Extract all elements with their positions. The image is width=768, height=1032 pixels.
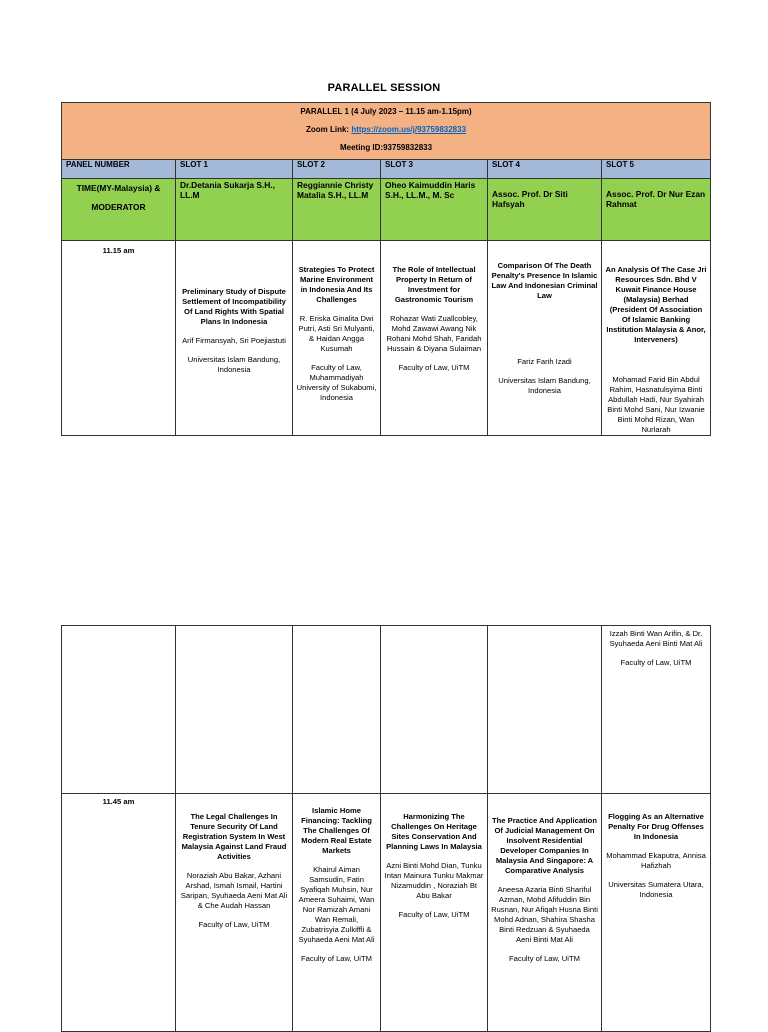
moderator-label-cell [62,179,176,241]
paper-affiliation: Faculty of Law, UiTM [398,363,470,372]
paper-slot-3 [381,241,488,436]
col-header-slot-4: SLOT 4 [488,160,602,179]
paper-title: Preliminary Study of Dispute Settlement of Incompatibility Of Land Rights With Spatial Plans In Indonesia [182,287,286,326]
schedule-table-bottom [61,625,711,1032]
paper-authors: Arif Firmansyah, Sri Poejiastuti [182,336,286,345]
time-cell: 11.45 am [62,794,176,1032]
moderator-slot-5: Assoc. Prof. Dr Nur Ezan Rahmat [602,179,711,241]
paper-authors: R. Eriska Ginalita Dwi Putri, Asti Sri Mulyanti, & Haidan Angga Kusumah [298,314,375,353]
paper-slot-4 [488,241,602,436]
paper-title: Flogging As an Alternative Penalty For Drug Offenses In Indonesia [608,812,704,841]
moderator-slot-3: Oheo Kaimuddin Haris S.H., LL.M., M. Sc [381,179,488,241]
paper-slot-3 [381,794,488,1032]
paper-title: An Analysis Of The Case Jri Resources Sdn. Bhd V Kuwait Finance House (Malaysia) Berhad (President Of Association Of Islamic Banking Institution Malaysia & Anor, Interveners) [605,265,707,344]
col-header-slot-1: SLOT 1 [176,160,293,179]
paper-authors: Azni Binti Mohd Dian, Tunku Intan Mainura Tunku Makmar Nizamuddin , Noraziah Bt Abu Bakar [384,861,484,900]
paper-affiliation: Faculty of Law, Muhammadiyah University of Sukabumi, Indonesia [296,363,377,402]
paper-affiliation: Faculty of Law, UiTM [301,954,372,963]
zoom-line [62,121,710,139]
paper-slot-1 [176,794,293,1032]
paper-authors: Mohammad Ekaputra, Annisa Hafizhah [606,851,706,870]
col-header-slot-3: SLOT 3 [381,160,488,179]
moderator-label-line-1: TIME(MY-Malaysia) & [76,183,161,193]
meeting-id: Meeting ID:93759832833 [339,143,433,152]
paper-title: The Role of Intellectual Property In Return of Investment for Gastronomic Tourism [392,265,476,304]
paper-authors: Mohamad Farid Bin Abdul Rahim, Hasnatulsyima Binti Abdullah Hadi, Nur Syahirah Binti Mohd Sani, Nur Izwanie Binti Mohd Rizan, Wan Nurlarah [607,375,705,434]
paper-affiliation: Faculty of Law, UiTM [509,954,580,963]
table-row [62,794,711,1032]
table-row [62,626,711,794]
moderator-slot-4: Assoc. Prof. Dr Siti Hafsyah [488,179,602,241]
paper-title: Comparison Of The Death Penalty's Presence In Islamic Law And Indonesian Criminal Law [491,261,598,300]
paper-title: Harmonizing The Challenges On Heritage Sites Conservation And Planning Laws In Malaysia [386,812,482,851]
paper-affiliation: Faculty of Law, UiTM [398,910,470,919]
paper-authors: Rohazar Wati Zuallcobley, Mohd Zawawi Awang Nik Rohani Mohd Shah, Faridah Hussain & Diyana Sulaiman [386,314,482,353]
zoom-label: Zoom Link: [305,125,352,134]
paper-title: Strategies To Protect Marine Environment in Indonesia And Its Challenges [298,265,375,304]
time-cell: 11.15 am [62,241,176,436]
moderator-slot-2: Reggiannie Christy Matalia S.H., LL.M [293,179,381,241]
paper-authors: Aneesa Azaria Binti Shariful Azman, Mohd Afifuddin Bin Rusnan, Nur Afiqah Husna Binti Mohd Adnan, Shahira Shasha Binti Redzuan & Syuhaeda Aeni Binti Mat Ali [491,885,598,944]
paper-title: The Legal Challenges In Tenure Security Of Land Registration System In West Malaysia Against Land Fraud Activities [181,812,287,861]
paper-slot-4 [488,794,602,1032]
paper-affiliation: Universitas Sumatera Utara, Indonesia [608,880,704,899]
zoom-link[interactable]: https://zoom.us/j/93759832833 [351,125,467,134]
session-header [62,103,711,160]
moderator-label-line-2: MODERATOR [91,202,146,212]
paper-authors: Khairul Aiman Samsudin, Fatin Syafiqah Muhsin, Nur Ameera Suhaimi, Wan Nor Ramizah Amani Wan Remali, Zubatrisyia Zulkiffli & Syuhaeda Aeni Mat Ali [298,865,375,944]
col-header-panel: PANEL NUMBER [62,160,176,179]
paper-authors: Noraziah Abu Bakar, Azhani Arshad, Ismah Ismail, Hartini Saripan, Syuhaeda Aeni Mat Ali & Che Audah Hassan [180,871,288,910]
col-header-slot-5: SLOT 5 [602,160,711,179]
page-title: PARALLEL SESSION [327,82,441,94]
col-header-slot-2: SLOT 2 [293,160,381,179]
table-row [62,241,711,436]
paper-slot-5 [602,794,711,1032]
paper-affiliation: Universitas Islam Bandung, Indonesia [498,376,591,395]
moderator-slot-1: Dr.Detania Sukarja S.H., LL.M [176,179,293,241]
paper-slot-2 [293,241,381,436]
parallel-heading: PARALLEL 1 (4 July 2023 – 11.15 am-1.15pm) [300,107,472,116]
paper-slot-2 [293,794,381,1032]
schedule-table-top [61,102,711,436]
paper-slot-1 [176,241,293,436]
paper-title: The Practice And Application Of Judicial Management On Insolvent Residential Developer Companies In Malaysia And Singapore: A Comparative Analysis [492,816,597,875]
paper-affiliation: Universitas Islam Bandung, Indonesia [187,355,281,374]
paper-slot-5 [602,241,711,436]
paper-affiliation: Faculty of Law, UiTM [620,658,692,667]
paper-authors: Izzah Binti Wan Arifin, & Dr. Syuhaeda Aeni Binti Mat Ali [609,629,703,648]
paper-slot-5-continued [602,626,711,794]
paper-authors: Fariz Farih Izadi [517,357,572,366]
paper-title: Islamic Home Financing: Tackling The Challenges Of Modern Real Estate Markets [301,806,372,855]
paper-affiliation: Faculty of Law, UiTM [198,920,270,929]
